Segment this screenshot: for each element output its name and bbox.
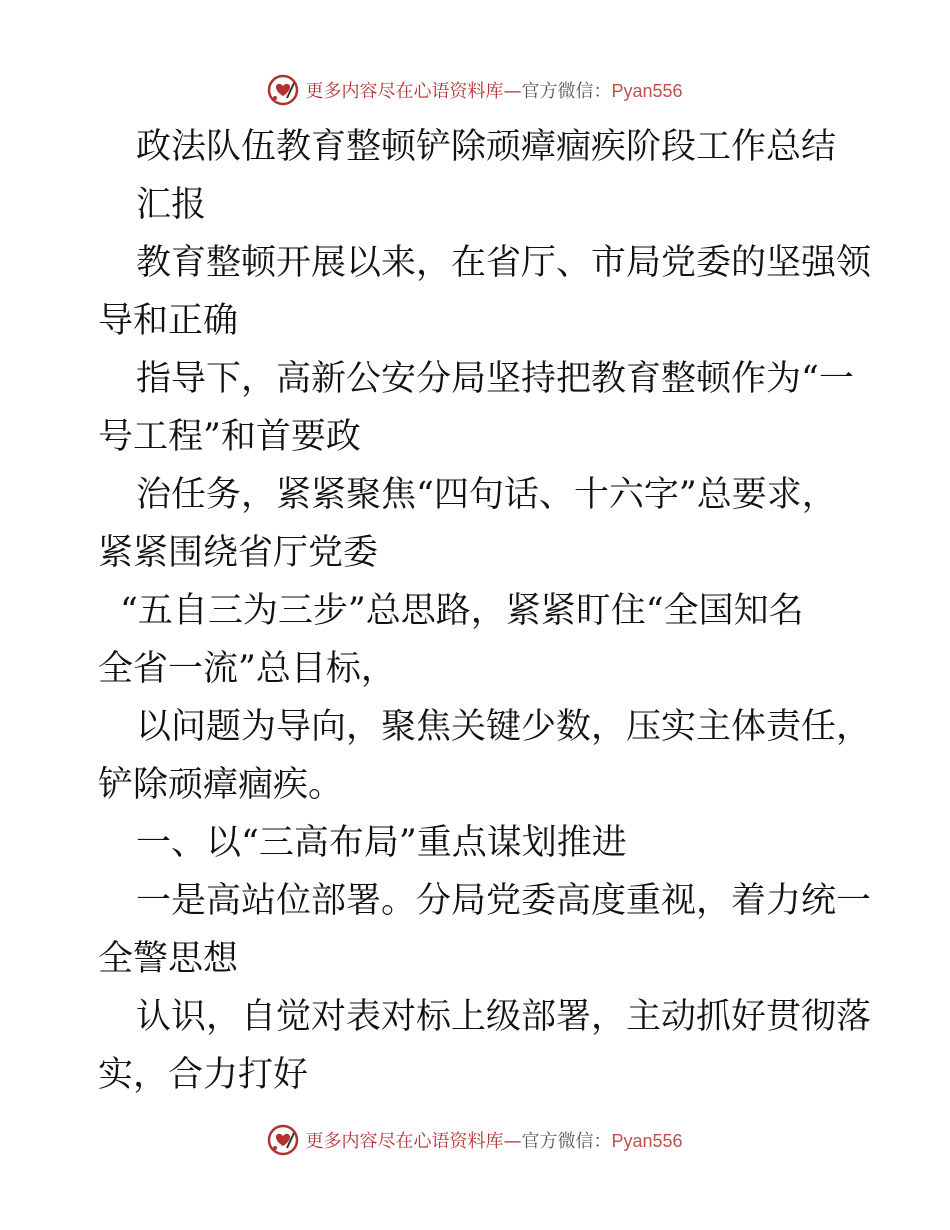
paragraph-line: “五自三为三步”总思路，紧紧盯住“全国知名 — [120, 591, 804, 631]
paragraph-line: 全警思想 — [98, 939, 239, 979]
header-site-text: 更多内容尽在心语资料库 — [305, 81, 504, 102]
header-banner-text — [305, 77, 682, 103]
paragraph-line: 指导下，高新公安分局坚持把教育整顿作为“一 — [136, 359, 854, 399]
paragraph-line: 教育整顿开展以来，在省厅、市局党委的坚强领 — [136, 243, 872, 283]
document-title-line-1: 政法队伍教育整顿铲除顽瘴痼疾阶段工作总结 — [136, 127, 837, 167]
heart-pen-logo-icon — [267, 1124, 299, 1156]
footer-banner-content — [267, 1124, 682, 1156]
footer-banner-text — [305, 1127, 682, 1153]
paragraph-line: 铲除顽瘴痼疾。 — [98, 765, 344, 805]
header-wechat-label: 官方微信： — [521, 81, 612, 102]
footer-wechat-id: Pyan556 — [611, 1131, 683, 1151]
paragraph-line: 实，合力打好 — [98, 1055, 309, 1095]
paragraph-line: 号工程”和首要政 — [98, 417, 361, 457]
paragraph-line: 认识，自觉对表对标上级部署，主动抓好贯彻落 — [136, 997, 872, 1037]
paragraph-line: 治任务，紧紧聚焦“四句话、十六字”总要求， — [136, 475, 837, 515]
header-wechat-id: Pyan556 — [611, 81, 683, 101]
section-heading: 一、以“三高布局”重点谋划推进 — [136, 823, 627, 863]
header-separator: — — [503, 81, 522, 102]
paragraph-line: 紧紧围绕省厅党委 — [98, 533, 379, 573]
heart-pen-logo-icon — [267, 74, 299, 106]
header-banner-content — [267, 74, 682, 106]
document-body — [98, 118, 872, 1104]
paragraph-line: 以问题为导向，聚焦关键少数，压实主体责任， — [136, 707, 872, 747]
footer-separator: — — [503, 1131, 522, 1152]
footer-site-text: 更多内容尽在心语资料库 — [305, 1131, 504, 1152]
paragraph-line: 导和正确 — [98, 301, 239, 341]
paragraph-line: 全省一流”总目标， — [98, 649, 396, 689]
header-banner — [0, 70, 950, 110]
paragraph-line: 一是高站位部署。分局党委高度重视，着力统一 — [136, 881, 872, 921]
document-title-line-2: 汇报 — [136, 185, 207, 225]
footer-wechat-label: 官方微信： — [521, 1131, 612, 1152]
footer-banner — [0, 1120, 950, 1160]
